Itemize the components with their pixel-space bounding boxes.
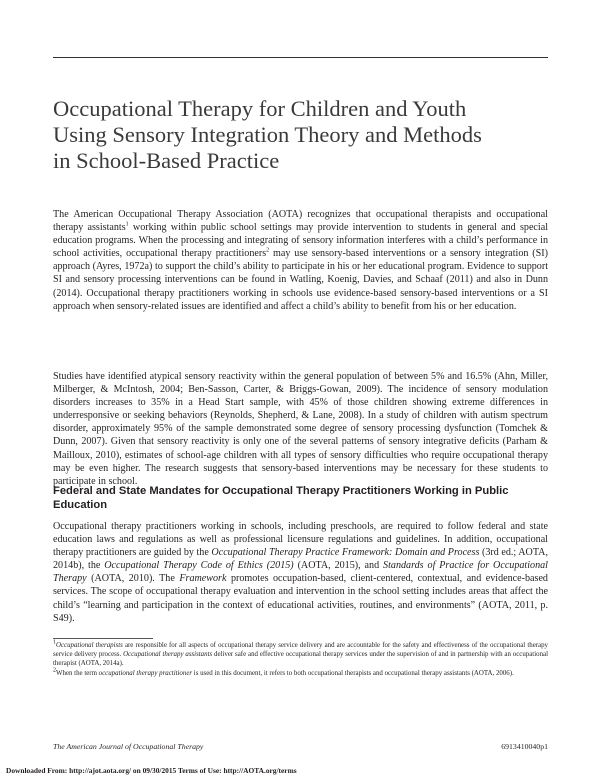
section-heading: Federal and State Mandates for Occupational Therapy Practitioners Working in Public Education xyxy=(53,485,509,511)
footnote-ref-1[interactable]: 1 xyxy=(125,221,129,228)
paragraph-mandates: Occupational therapy practitioners working in schools, including preschools, are required to follow federal and state education laws and regulations as well as professional licensure regulations and guidelines. In addition, occupational therapy practitioners are guided by the Occupational Therapy Practice Framework: Domain and Process (3rd ed.; AOTA, 2014b), the Occupational Therapy Code of Ethics (2015) (AOTA, 2015), and Standards of Practice for Occupational Therapy (AOTA, 2010). The Framework promotes occupation-based, client-centered, contextual, and evidence-based services. The scope of occupational therapy evaluation and intervention in the school setting includes areas that affect the child’s “learning and participation in the context of educational activities, routines, and environments” (AOTA, 2011, p. S49). xyxy=(53,521,548,624)
page-number: 6913410040p1 xyxy=(501,742,548,751)
article-title: Occupational Therapy for Children and Youth Using Sensory Integration Theory and Methods in School-Based Practice xyxy=(53,96,482,173)
journal-name: The American Journal of Occupational Therapy xyxy=(53,742,204,751)
footnote-2: $^2$When the term occupational therapy practitioner is used in this document, it refers to both occupational therapists and occupational therapy assistants (AOTA, 2006). xyxy=(53,667,514,677)
footnote-ref-2[interactable]: 2 xyxy=(266,247,270,254)
paragraph-intro: The American Occupational Therapy Association (AOTA) recognizes that occupational therapists and occupational therapy assistants$^1$ working within public school settings may provide intervention to students in general and special education programs. When the processing and integrating of sensory information interferes with a child’s performance in school activities, occupational therapy practitioners$^2$ may use sensory-based interventions or a sensory integration (SI) approach (Ayres, 1972a) to support the child’s ability to participate in his or her educational program. Evidence to support SI and sensory processing interventions can be found in Watling, Koenig, Davies, and Schaaf (2011) and also in Dunn (2014). Occupational therapy practitioners working in schools use evidence-based sensory-based interventions or a SI approach when sensory-related issues are identified and affect a child’s ability to benefit from his or her education. xyxy=(53,209,549,312)
footnote-1: $^1$Occupational therapists are responsible for all aspects of occupational therapy service delivery and are accountable for the safety and effectiveness of the occupational therapy service delivery process. Occupational therapy assistants deliver safe and effective occupational therapy services under the supervision of and in partnership with an occupational therapist (AOTA, 2014a). xyxy=(53,639,548,667)
footnote-rule xyxy=(53,638,153,639)
paragraph-prevalence: Studies have identified atypical sensory reactivity within the general population of between 5% and 16.5% (Ahn, Miller, Milberger, & McIntosh, 2004; Ben-Sasson, Carter, & Briggs-Gowan, 2009). The incidence of sensory modulation disorders increases to 35% in a Head Start sample, with 45% of those children showing extreme differences in underresponsive or seeking behaviors (Reynolds, Shepherd, & Lane, 2008). In a study of children with autism spectrum disorder, approximately 95% of the sample demonstrated some degree of sensory processing dysfunction (Tomchek & Dunn, 2007). Given that sensory reactivity is only one of the several patterns of sensory integrative deficits (Parham & Mailloux, 2010), estimates of school-age children with all types of sensory difficulties who require occupational therapy may be even higher. The research suggests that sensory-based interventions may be necessary for these students to participate in school. xyxy=(53,371,548,487)
download-notice[interactable]: Downloaded From: http://ajot.aota.org/ on 09/30/2015 Terms of Use: http://AOTA.org/terms xyxy=(6,766,297,775)
top-rule xyxy=(53,57,548,58)
